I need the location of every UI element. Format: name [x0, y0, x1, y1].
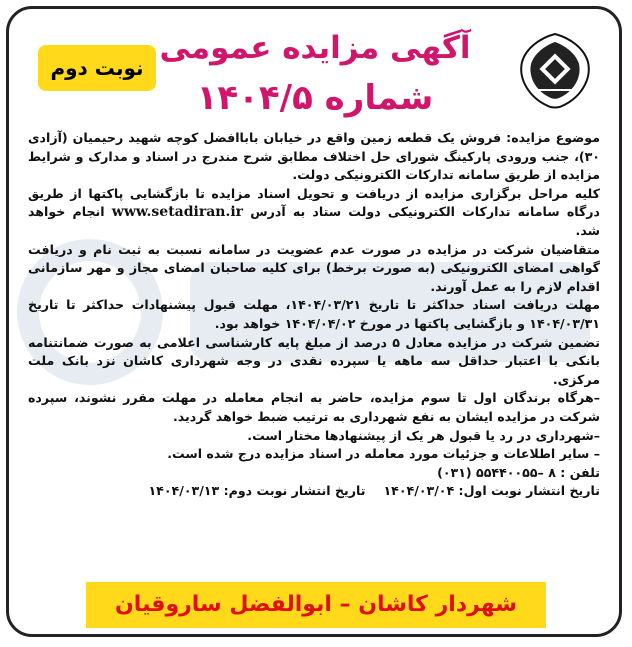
- signature-banner: شهردار کاشان – ابوالفضل ساروقیان: [86, 582, 546, 628]
- phone-line: تلفن : ۸ –۵۵۴۴۰۰۵۵ (۰۳۱): [437, 464, 600, 480]
- paragraph-winners: –هرگاه برندگان اول تا سوم مزایده، حاضر به انجام معامله در مهلت مقرر نشوند، سپرده شرکت در مزایده ایشان به نفع شهرداری به ترتیب ضبط خواهد گردید.: [28, 390, 600, 424]
- publish-first-date: تاریخ انتشار نوبت اول: ۱۴۰۴/۰۳/۰۴: [383, 483, 600, 499]
- notice-number: شماره ۱۴۰۴/۵: [196, 78, 434, 118]
- paragraph-deadlines: مهلت دریافت اسناد حداکثر تا تاریخ ۱۴۰۴/۰۳/۲۱، مهلت قبول پیشنهادات حداکثر تا تاریخ ۱۴۰۴/۰۳/۳۱ و بازگشایی پاکتها در مورخ ۱۴۰۴/۰۴/۰۲ خواهد بود.: [28, 297, 600, 331]
- paragraph-guarantee: تضمین شرکت در مزایده معادل ۵ درصد از مبلغ پایه کارشناسی اعلامی به صورت ضمانتنامه بانکی با اعتبار حداقل سه ماهه یا سپرده نقدی در وجه شهرداری کاشان نزد بانک ملت مرکزی.: [28, 334, 600, 387]
- notice-body: [28, 129, 600, 501]
- publish-dates: [28, 482, 600, 501]
- kashan-municipality-logo-icon: [518, 32, 592, 110]
- paragraph-rights: –شهرداری در رد یا قبول هر یک از پیشنهادها مختار است.: [247, 427, 600, 443]
- paragraph-subject: موضوع مزایده: فروش یک قطعه زمین واقع در خیابان باباافضل کوچه شهید رحیمیان (آزادی ۳۰)، جنب ورودی پارکینگ شورای حل اختلاف مطابق شرح مندرج در اسناد و مدارک و شرایط مزایده از طریق سامانه تدارکات الکترونیکی دولت.: [28, 130, 600, 183]
- paragraph-registration: متقاضیان شرکت در مزایده در صورت عدم عضویت در سامانه نسبت به ثبت نام و دریافت گواهی امضای الکترونیکی (به صورت برخط) برای کلیه صاحبان امضای مجاز و مهر سازمانی اقدام لازم را به عمل آورند.: [28, 241, 600, 294]
- website-link[interactable]: www.setadiran.ir: [111, 204, 244, 221]
- paragraph-process: کلیه مراحل برگزاری مزایده از دریافت و تحویل اسناد مزایده تا بازگشایی پاکتها از طریق درگاه سامانه تدارکات الکترونیکی دولت ستاد به آدرس www.setadiran.ir انجام خواهد شد.: [28, 185, 601, 238]
- round-badge: نوبت دوم: [38, 45, 156, 91]
- paragraph-details: – سایر اطلاعات و جزئیات مورد معامله در اسناد مزایده درج شده است.: [167, 446, 600, 462]
- publish-second-date: تاریخ انتشار نوبت دوم: ۱۴۰۴/۰۳/۱۳: [148, 483, 366, 499]
- notice-title: آگهی مزایده عمومی: [159, 30, 471, 66]
